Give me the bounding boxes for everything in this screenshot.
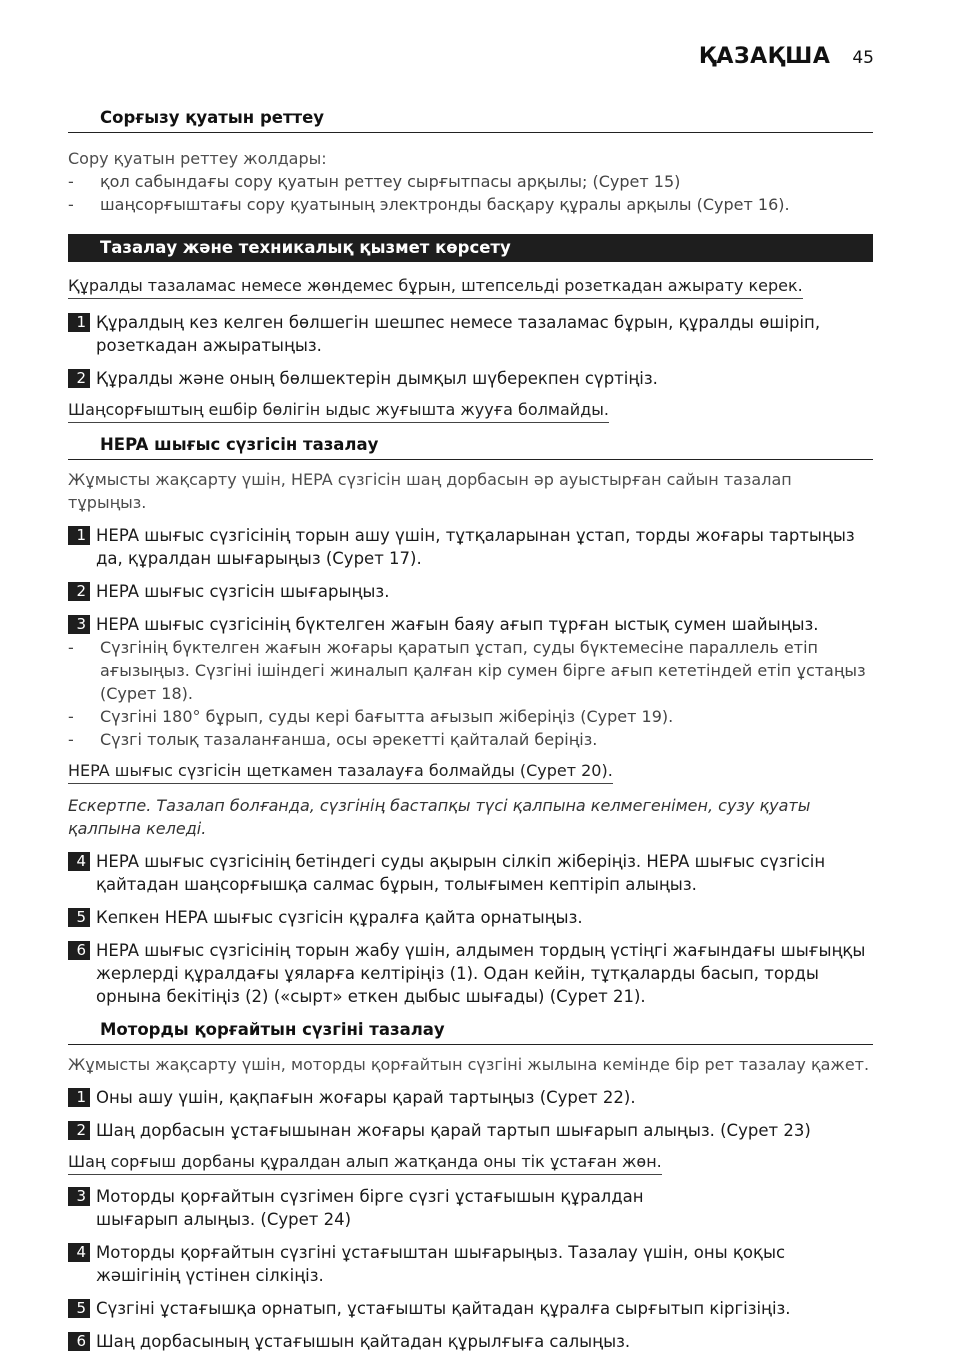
- step-number: 5: [68, 908, 90, 927]
- list-item: - Сүзгінің бүктелген жағын жоғары қаратып ұстап, суды бүктемесіне параллель етіп ағызыңыз. Сүзгіні ішіндегі жиналып қалған кір сумен бірге ағып кететіндей етіп ұстаңыз (Сурет 18).: [68, 638, 866, 703]
- step-item: 4 Моторды қорғайтын сүзгіні ұстағыштан шығарыңыз. Тазалау үшін, оны қоқыс жәшігінің үстінен сілкіңіз.: [68, 1241, 873, 1287]
- section-heading-cleaning: Тазалау және техникалық қызмет көрсету: [68, 234, 873, 262]
- step-number: 3: [68, 615, 90, 634]
- page-header: [699, 44, 874, 69]
- step-number: 4: [68, 1243, 90, 1262]
- note-text: Ескертпе. Тазалап болғанда, сүзгінің бастапқы түсі қалпына келмегенімен, сузу қуаты қалпына келеді.: [68, 796, 811, 838]
- step-item: 2 Шаң дорбасын ұстағышынан жоғары қарай тартып шығарып алыңыз. (Сурет 23): [68, 1119, 873, 1142]
- step-number: 5: [68, 1299, 90, 1318]
- list-item: - Сүзгі толық тазаланғанша, осы әрекетті қайталай беріңіз.: [68, 730, 598, 749]
- step-number: 2: [68, 369, 90, 388]
- step-number: 1: [68, 1088, 90, 1107]
- step-number: 6: [68, 941, 90, 960]
- step-number: 6: [68, 1332, 90, 1351]
- page-content: [68, 104, 873, 1353]
- dash-bullet: -: [68, 195, 74, 214]
- list-item: - шаңсорғыштағы сору қуатының электронды басқару құралы арқылы (Сурет 16).: [68, 195, 790, 214]
- step-item: 3 HEPA шығыс сүзгісінің бүктелген жағын баяу ағып тұрған ыстық сумен шайыңыз.: [68, 613, 873, 636]
- list-item: - қол сабындағы сору қуатын реттеу сырғытпасы арқылы; (Сурет 15): [68, 172, 681, 191]
- step-number: 4: [68, 852, 90, 871]
- section-heading-motor: Моторды қорғайтын сүзгіні тазалау: [68, 1016, 873, 1045]
- page-number: 45: [852, 48, 874, 68]
- section-heading-hepa: HEPA шығыс сүзгісін тазалау: [68, 431, 873, 460]
- step-item: 1 HEPA шығыс сүзгісінің торын ашу үшін, тұтқаларынан ұстап, торды жоғары тартыңыз да, құралдан шығарыңыз (Сурет 17).: [68, 524, 873, 570]
- step-item: 4 HEPA шығыс сүзгісінің бетіндегі суды ақырын сілкіп жіберіңіз. HEPA шығыс сүзгісін қайтадан шаңсорғышқа салмас бұрын, толығымен кептіріп алыңыз.: [68, 850, 873, 896]
- warning-hold-bag: Шаң сорғыш дорбаны құралдан алып жатқанда оны тік ұстаған жөн.: [68, 1152, 662, 1175]
- step-number: 2: [68, 582, 90, 601]
- motor-intro: Жұмысты жақсарту үшін, моторды қорғайтын сүзгіні жылына кемінде бір рет тазалау қажет.: [68, 1055, 870, 1074]
- language-title: ҚАЗАҚША: [698, 44, 831, 69]
- step-item: 5 Сүзгіні ұстағышқа орнатып, ұстағышты қайтадан құралға сырғытып кіргізіңіз.: [68, 1297, 873, 1320]
- suction-intro: Сору қуатын реттеу жолдары:: [68, 149, 327, 168]
- step-item: 1 Құралдың кез келген бөлшегін шешпес немесе тазаламас бұрын, құралды өшіріп, розеткадан ажыратыңыз.: [68, 311, 873, 357]
- step-item: 2 HEPA шығыс сүзгісін шығарыңыз.: [68, 580, 873, 603]
- step-item: 2 Құралды және оның бөлшектерін дымқыл шүберекпен сүртіңіз.: [68, 367, 873, 390]
- dash-bullet: -: [68, 172, 74, 191]
- warning-dishwasher: Шаңсорғыштың ешбір бөлігін ыдыс жуғышта жууға болмайды.: [68, 400, 609, 423]
- step-number: 2: [68, 1121, 90, 1140]
- step-item: 5 Кепкен HEPA шығыс сүзгісін құралға қайта орнатыңыз.: [68, 906, 873, 929]
- dash-bullet: -: [68, 730, 74, 749]
- step-number: 3: [68, 1187, 90, 1206]
- step-number: 1: [68, 526, 90, 545]
- section-heading-suction: Сорғызу қуатын реттеу: [68, 104, 873, 133]
- list-item: - Сүзгіні 180° бұрып, суды кері бағытта ағызып жіберіңіз (Сурет 19).: [68, 707, 674, 726]
- step-item: 6 HEPA шығыс сүзгісінің торын жабу үшін, алдымен тордың үстіңгі жағындағы шығыңқы жерлерді құралдағы ұяларға келтіріңіз (1). Одан кейін, тұтқаларды басып, торды орнына бекітіңіз (2) («сырт» еткен дыбыс шығады) (Сурет 21).: [68, 939, 873, 1008]
- step-item: 6 Шаң дорбасының ұстағышын қайтадан құрылғыға салыңыз.: [68, 1330, 873, 1353]
- dash-bullet: -: [68, 638, 74, 657]
- dash-bullet: -: [68, 707, 74, 726]
- hepa-intro: Жұмысты жақсарту үшін, HEPA сүзгісін шаң дорбасын әр ауыстырған сайын тазалап тұрыңыз.: [68, 470, 792, 512]
- warning-no-brush: HEPA шығыс сүзгісін щеткамен тазалауға болмайды (Сурет 20).: [68, 761, 613, 784]
- warning-unplug: Құралды тазаламас немесе жөндемес бұрын, штепсельді розеткадан ажырату керек.: [68, 276, 803, 299]
- step-number: 1: [68, 313, 90, 332]
- step-item: 1 Оны ашу үшін, қақпағын жоғары қарай тартыңыз (Сурет 22).: [68, 1086, 873, 1109]
- step-item: 3 Моторды қорғайтын сүзгімен бірге сүзгі ұстағышын құралдан шығарып алыңыз. (Сурет 24): [68, 1185, 873, 1231]
